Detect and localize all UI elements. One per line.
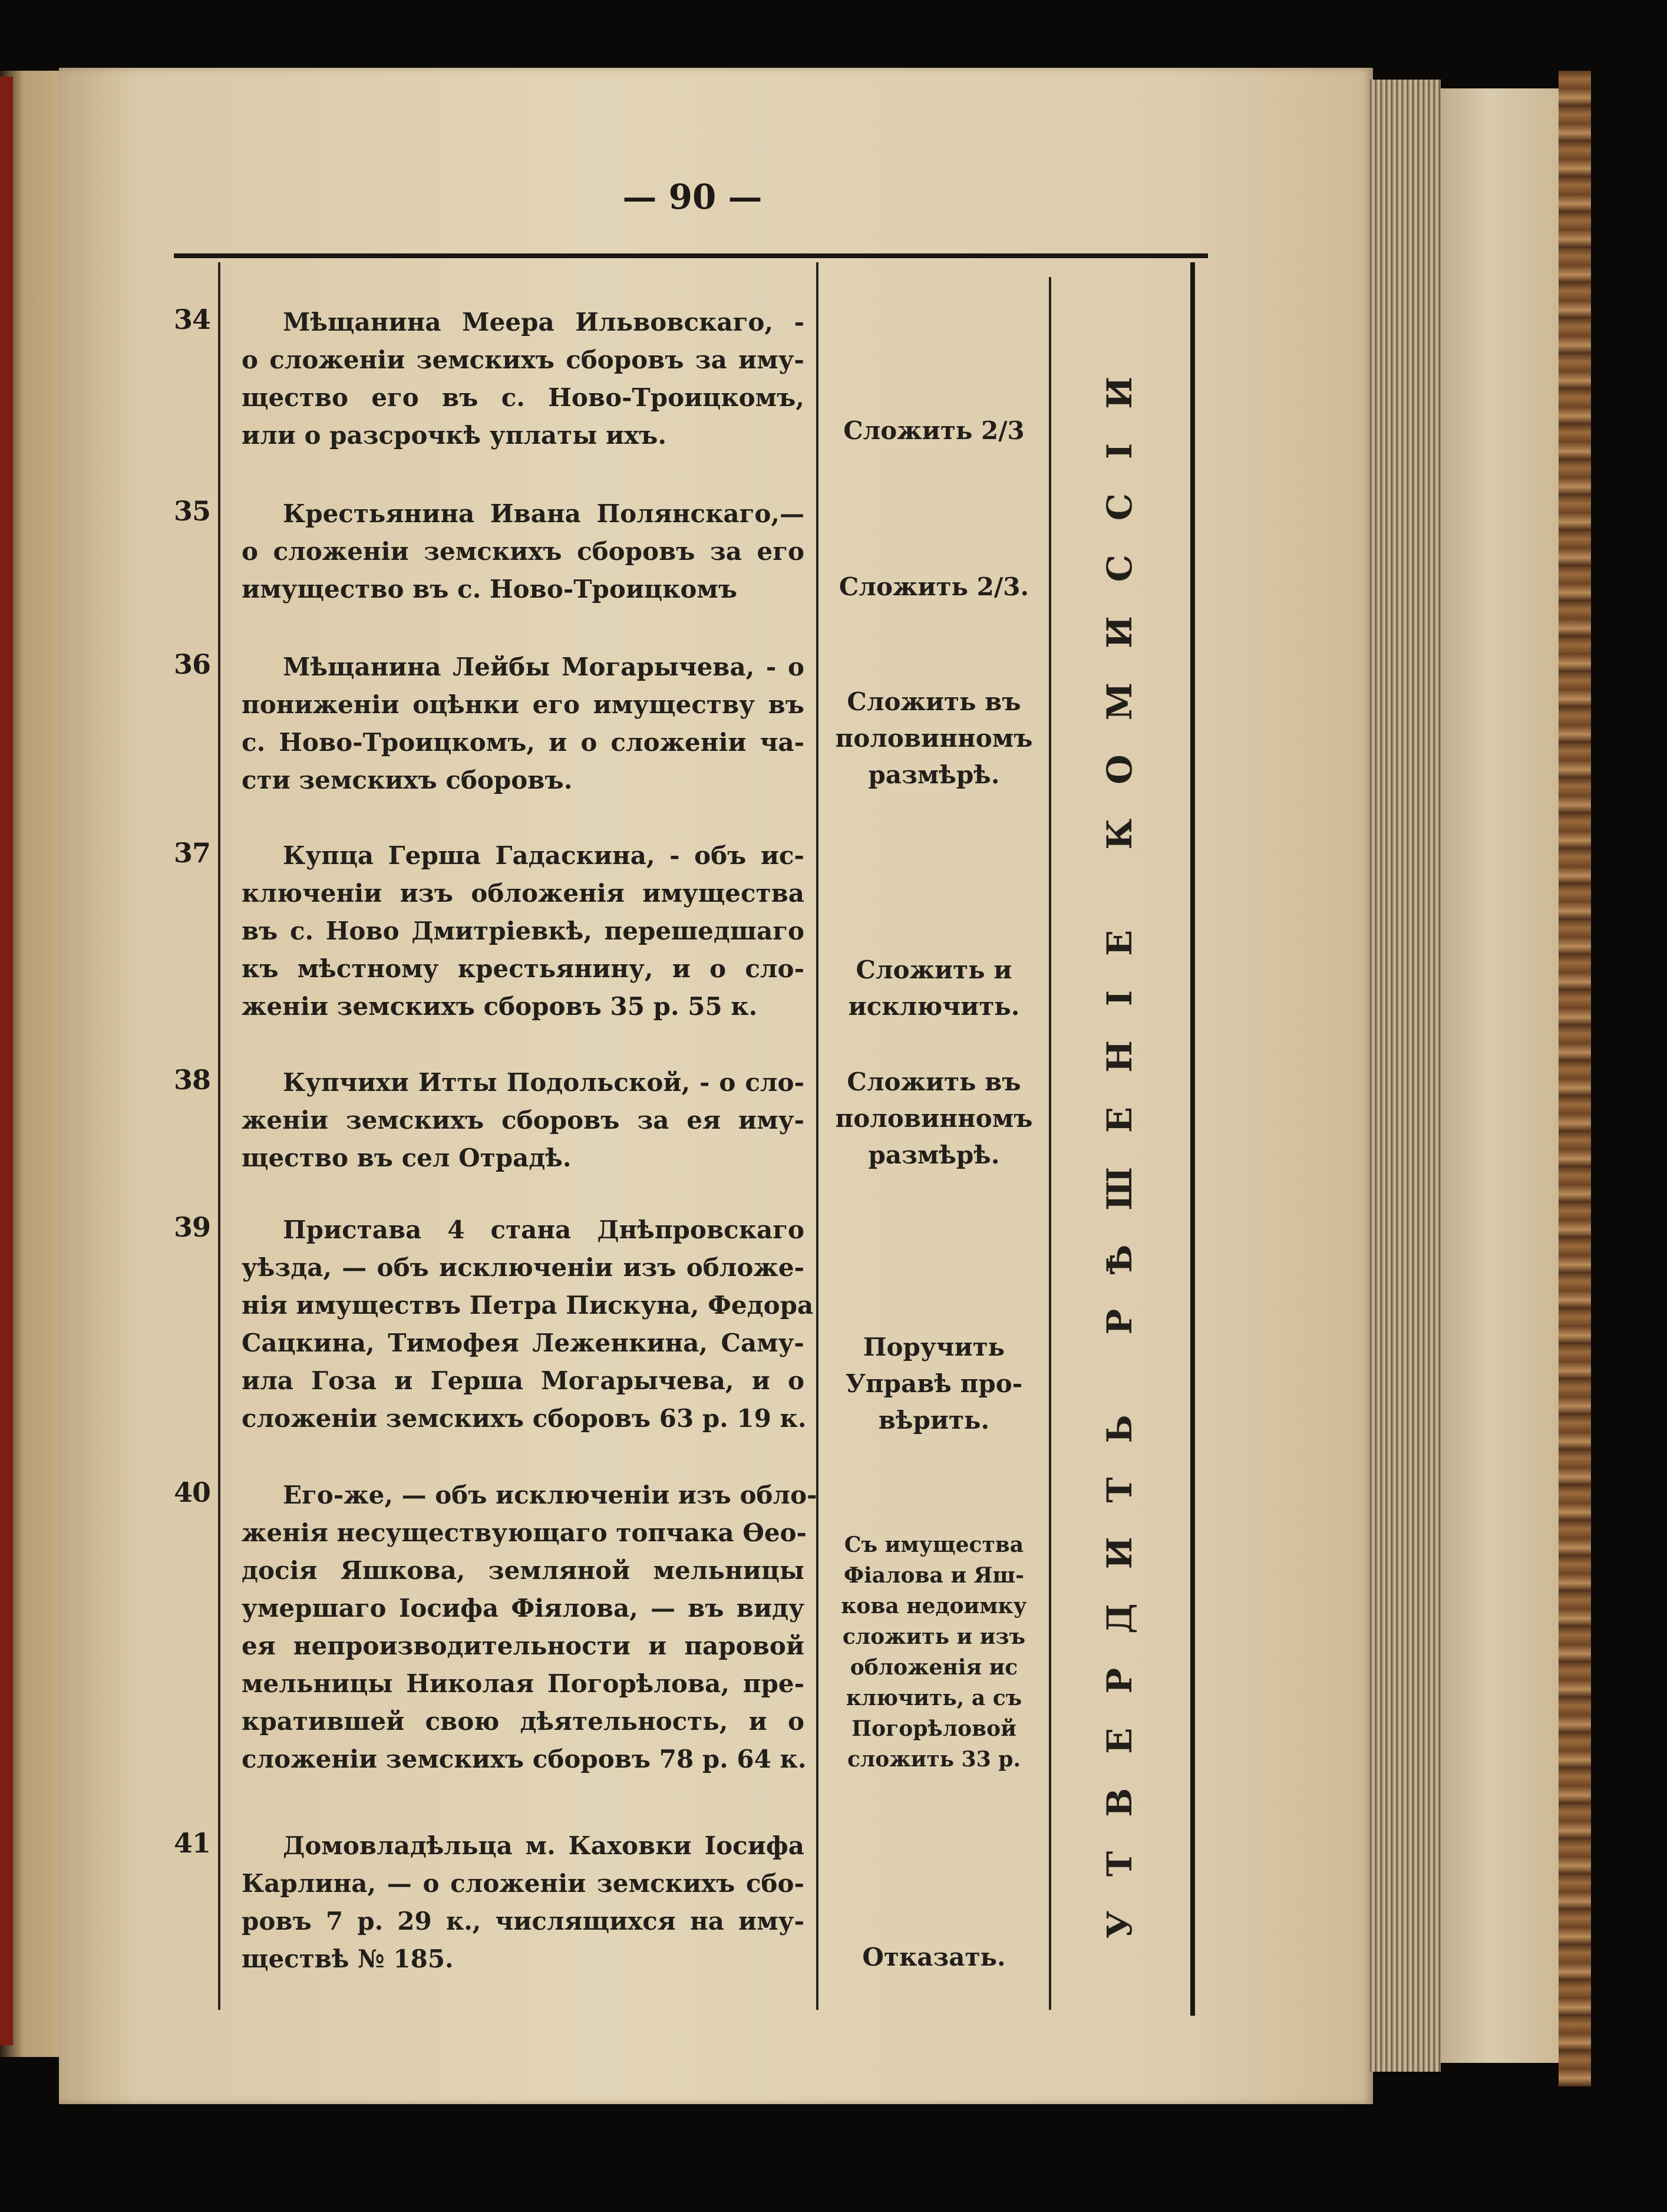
book-cover-edge-left <box>0 77 13 2045</box>
entry-line: Купца Герша Гадаскина, - объ ис- <box>283 841 804 870</box>
entry-line: ключеніи изъ обложенія имущества <box>242 879 804 908</box>
entry-line: Карлина, — о сложеніи земскихъ сбо- <box>242 1869 804 1898</box>
page-number: — 90 — <box>622 177 762 217</box>
decision-line: Погорѣловой <box>851 1716 1016 1741</box>
decision-line: Сложить и <box>856 955 1012 984</box>
entry-text <box>242 495 804 608</box>
entry-decision <box>825 952 1043 1025</box>
decision-line: половинномъ <box>835 1104 1033 1133</box>
entry-decision <box>825 1329 1043 1439</box>
entry-number: 39 <box>174 1211 211 1243</box>
decision-line: Сложить 2/3 <box>843 416 1025 445</box>
entry-line: женія несуществующаго топчака Ѳео- <box>242 1518 807 1547</box>
decision-line: Поручить <box>863 1333 1005 1362</box>
entry-line: сти земскихъ сборовъ. <box>242 766 573 795</box>
decision-line: Сложить въ <box>847 687 1021 716</box>
decision-line: ключить, а съ <box>846 1686 1022 1710</box>
entry-line: ществѣ № 185. <box>242 1944 454 1973</box>
entry-number: 37 <box>174 837 211 869</box>
entry-text <box>242 1211 814 1438</box>
decision-line: Фіалова и Яш- <box>843 1563 1025 1588</box>
entry-number: 36 <box>174 648 211 680</box>
entry-line: женіи земскихъ сборовъ за ея иму- <box>242 1106 804 1135</box>
decision-line: половинномъ <box>835 724 1033 753</box>
entry-number: 34 <box>174 304 211 335</box>
resolution-column-rule <box>1049 277 1051 2010</box>
decision-line: Сложить въ <box>847 1067 1021 1096</box>
entry-number: 41 <box>174 1827 211 1859</box>
entry-line: имущество въ с. Ново-Троицкомъ <box>242 575 738 604</box>
entry-line: или о разсрочкѣ уплаты ихъ. <box>242 421 666 450</box>
decision-line: исключить. <box>848 992 1020 1021</box>
entry-line: пониженіи оцѣнки его имуществу въ <box>242 690 804 719</box>
entry-line: нія имуществъ Петра Пискуна, Федора <box>242 1291 814 1320</box>
entry-line: о сложеніи земскихъ сборовъ за его <box>242 537 804 566</box>
number-column-rule <box>218 262 220 2010</box>
entry-line: о сложеніи земскихъ сборовъ за иму- <box>242 345 804 374</box>
decision-line: размѣрѣ. <box>868 1140 1000 1169</box>
entry-line: ила Гоза и Герша Могарычева, и о <box>242 1366 804 1395</box>
entry-line: сложеніи земскихъ сборовъ 78 р. 64 к. <box>242 1745 807 1773</box>
entry-text <box>242 1476 817 1778</box>
decision-column-rule <box>816 262 818 2010</box>
entry-line: с. Ново-Троицкомъ, и о сложеніи ча- <box>242 728 804 757</box>
resolution-column <box>1061 306 1179 1974</box>
decision-line: размѣрѣ. <box>868 760 1000 789</box>
entry-decision <box>825 1529 1043 1775</box>
entry-line: щество его въ с. Ново-Троицкомъ, <box>242 383 804 412</box>
entry-line: кратившей свою дѣятельность, и о <box>242 1707 804 1736</box>
entry-line: Его-же, — объ исключеніи изъ обло- <box>283 1481 817 1509</box>
entry-decision <box>825 413 1043 449</box>
table-right-rule <box>1190 262 1195 2016</box>
decision-line: сложить 33 р. <box>847 1747 1021 1772</box>
decision-line: сложить и изъ <box>842 1624 1026 1649</box>
decision-line: Отказать. <box>862 1943 1006 1972</box>
entry-line: Домовладѣльца м. Каховки Іосифа <box>283 1831 804 1860</box>
entry-decision <box>825 1064 1043 1173</box>
decision-line: обложенія ис <box>850 1655 1018 1680</box>
entry-line: Купчихи Итты Подольской, - о сло- <box>283 1068 804 1097</box>
decision-line: Съ имущества <box>844 1532 1024 1557</box>
table-top-rule <box>174 253 1208 258</box>
decision-line: Управѣ про- <box>845 1369 1023 1398</box>
entry-line: уѣзда, — объ исключеніи изъ обложе- <box>242 1253 804 1282</box>
entry-line: къ мѣстному крестьянину, и о сло- <box>242 954 804 983</box>
entry-line: Мѣщанина Меера Ильвовскаго, - <box>283 308 804 337</box>
entry-line: Пристава 4 стана Днѣпровскаго <box>283 1215 804 1244</box>
entry-text <box>242 1064 804 1177</box>
resolution-text: УТВЕРДИТЬ РѢШЕНІЕ КОМИССІИ <box>1100 342 1140 1939</box>
decision-line: Сложить 2/3. <box>839 572 1029 601</box>
entry-line: ея непроизводительности и паровой <box>242 1631 804 1660</box>
decision-line: кова недоимку <box>841 1594 1027 1618</box>
entry-decision <box>825 684 1043 793</box>
entry-line: Сацкина, Тимофея Леженкина, Саму- <box>242 1328 804 1357</box>
entry-line: щество въ сел Отрадѣ. <box>242 1143 572 1172</box>
entry-line: сложеніи земскихъ сборовъ 63 р. 19 к. <box>242 1404 807 1433</box>
entry-line: умершаго Іосифа Фіялова, — въ виду <box>242 1594 804 1623</box>
entry-number: 35 <box>174 495 211 527</box>
entry-text <box>242 1827 804 1978</box>
entry-line: Крестьянина Ивана Полянскаго,— <box>283 499 804 528</box>
entry-number: 38 <box>174 1064 211 1096</box>
entry-text <box>242 304 804 454</box>
next-page-edge <box>1441 88 1562 2063</box>
entry-line: досія Яшкова, земляной мельницы <box>242 1556 804 1585</box>
entry-number: 40 <box>174 1476 211 1508</box>
entry-line: въ с. Ново Дмитріевкѣ, перешедшаго <box>242 917 804 945</box>
book-cover-edge-right <box>1559 71 1591 2086</box>
entry-line: Мѣщанина Лейбы Могарычева, - о <box>283 652 804 681</box>
entry-decision <box>825 569 1043 605</box>
entry-line: женіи земскихъ сборовъ 35 р. 55 к. <box>242 992 758 1021</box>
page-stack-edge <box>1370 80 1441 2072</box>
entry-text <box>242 837 804 1026</box>
entry-decision <box>825 1939 1043 1976</box>
entry-line: мельницы Николая Погорѣлова, пре- <box>242 1669 804 1698</box>
entry-text <box>242 648 804 799</box>
entry-line: ровъ 7 р. 29 к., числящихся на иму- <box>242 1907 804 1936</box>
decision-line: вѣрить. <box>878 1406 990 1435</box>
